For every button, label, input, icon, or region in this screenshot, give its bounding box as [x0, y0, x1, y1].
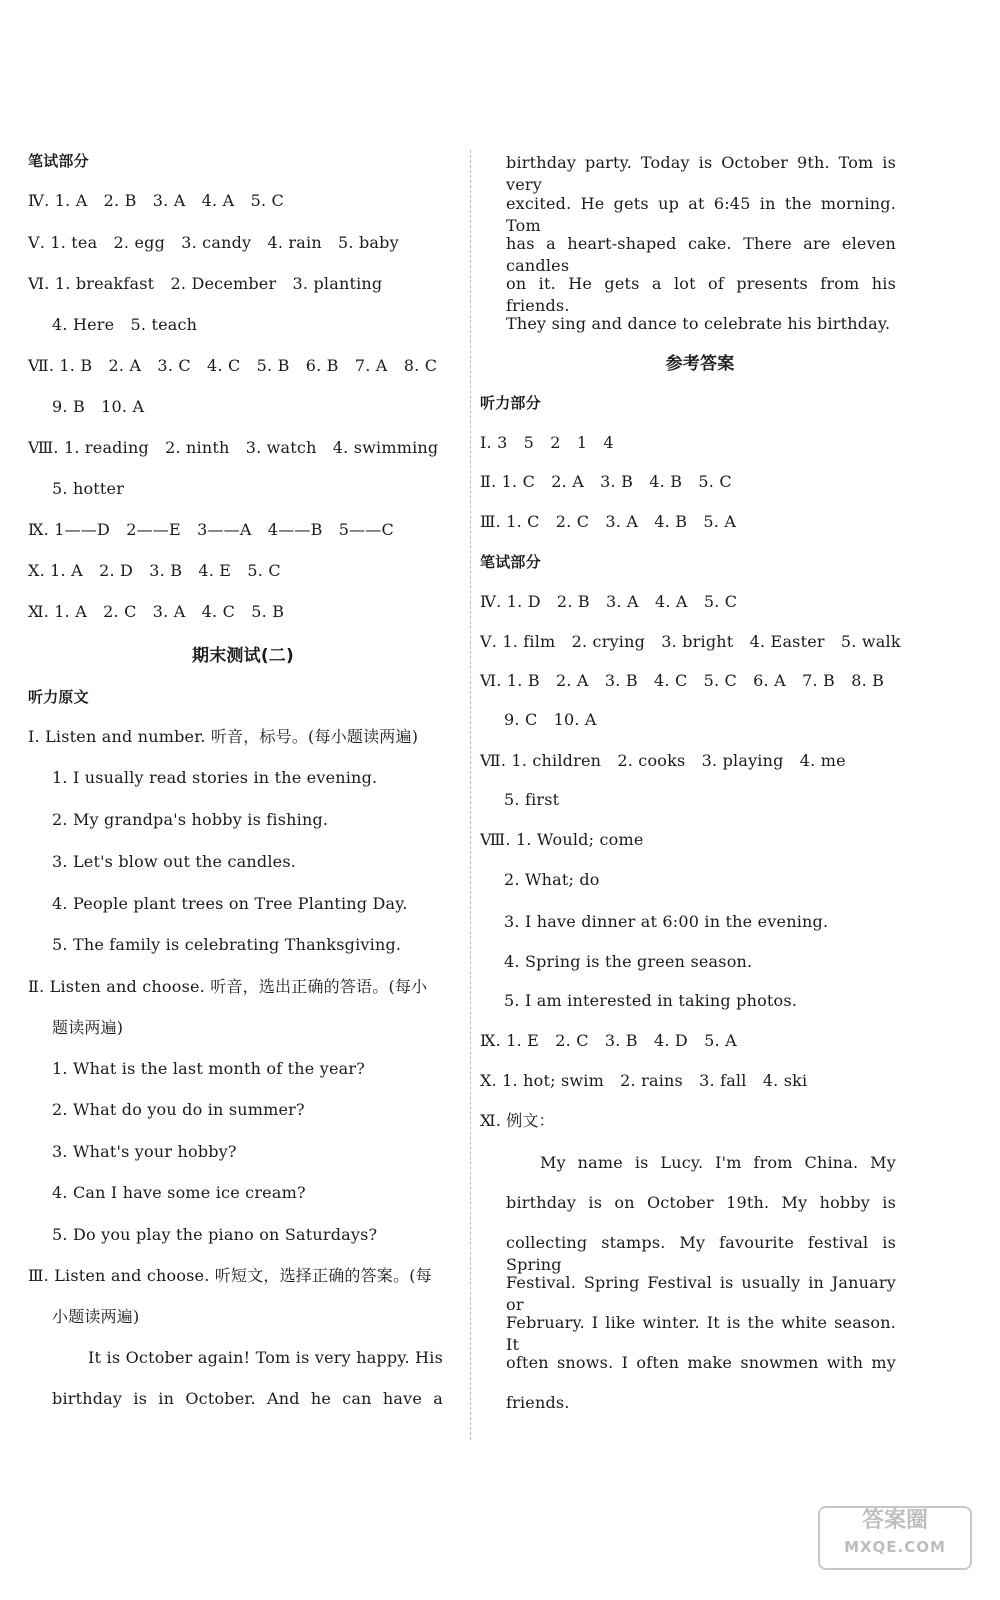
section-heading-listening: 听力部分: [480, 394, 541, 412]
answer-line-viii-item: 5. I am interested in taking photos.: [504, 991, 798, 1010]
watermark-bottom-text: MXQE.COM: [844, 1538, 946, 1556]
script-ii-item: 2. What do you do in summer?: [52, 1100, 305, 1119]
section-heading-written: 笔试部分: [28, 152, 89, 170]
answer-line-iv: Ⅳ. 1. A 2. B 3. A 4. A 5. C: [28, 191, 284, 210]
test-title: 期末测试(二): [192, 646, 294, 666]
column-divider: [470, 150, 471, 1440]
site-watermark-logo: [818, 1506, 972, 1570]
script-i-item: 2. My grandpa's hobby is fishing.: [52, 810, 329, 829]
answer-line-iv: Ⅳ. 1. D 2. B 3. A 4. A 5. C: [480, 592, 738, 611]
script-i-item: 5. The family is celebrating Thanksgiving.: [52, 935, 402, 954]
answer-line-ix: Ⅸ. 1. E 2. C 3. B 4. D 5. A: [480, 1031, 737, 1050]
answer-line-vii: Ⅶ. 1. B 2. A 3. C 4. C 5. B 6. B 7. A 8. C: [28, 356, 438, 375]
script-iii-passage: It is October again! Tom is very happy. His: [88, 1348, 443, 1367]
passage-line: on it. He gets a lot of presents from his friends.: [506, 274, 896, 315]
essay-line: collecting stamps. My favourite festival is Spring: [506, 1233, 896, 1274]
answer-line-viii-item: 3. I have dinner at 6:00 in the evening.: [504, 912, 829, 931]
script-ii-item: 5. Do you play the piano on Saturdays?: [52, 1225, 378, 1244]
answer-line-vii: Ⅶ. 1. children 2. cooks 3. playing 4. me: [480, 751, 846, 770]
script-ii-item: 4. Can I have some ice cream?: [52, 1183, 306, 1202]
essay-line: friends.: [506, 1393, 570, 1412]
script-iii-passage: birthday is in October. And he can have a: [52, 1389, 443, 1408]
answer-line-v: Ⅴ. 1. tea 2. egg 3. candy 4. rain 5. baby: [28, 233, 399, 252]
script-ii-title: Ⅱ. Listen and choose. 听音，选出正确的答语。(每小: [28, 977, 428, 996]
passage-line: excited. He gets up at 6:45 in the morning. Tom: [506, 194, 896, 235]
script-iii-title-cont: 小题读两遍): [52, 1307, 140, 1326]
script-ii-item: 1. What is the last month of the year?: [52, 1059, 365, 1078]
script-ii-title-cont: 题读两遍): [52, 1018, 124, 1037]
script-i-title: Ⅰ. Listen and number. 听音，标号。(每小题读两遍): [28, 727, 419, 746]
answer-line-x: Ⅹ. 1. A 2. D 3. B 4. E 5. C: [28, 561, 281, 580]
answers-heading: 参考答案: [665, 354, 735, 374]
essay-line: Festival. Spring Festival is usually in January or: [506, 1273, 896, 1314]
script-i-item: 1. I usually read stories in the evening.: [52, 768, 378, 787]
essay-line: birthday is on October 19th. My hobby is: [506, 1193, 896, 1212]
answer-line-ii: Ⅱ. 1. C 2. A 3. B 4. B 5. C: [480, 472, 732, 491]
script-i-item: 4. People plant trees on Tree Planting Day.: [52, 894, 408, 913]
answer-line-x: Ⅹ. 1. hot; swim 2. rains 3. fall 4. ski: [480, 1071, 808, 1090]
answer-line-viii-item: 2. What; do: [504, 870, 600, 889]
answer-line-viii: Ⅷ. 1. reading 2. ninth 3. watch 4. swimming: [28, 438, 439, 457]
answer-line-i: Ⅰ. 3 5 2 1 4: [480, 433, 614, 452]
answer-line-viii-cont: 5. hotter: [52, 479, 125, 498]
answer-line-vi: Ⅵ. 1. breakfast 2. December 3. planting: [28, 274, 383, 293]
script-ii-item: 3. What's your hobby?: [52, 1142, 237, 1161]
answer-line-xi: Ⅺ. 例文：: [480, 1111, 555, 1130]
answer-line-vii-cont: 9. B 10. A: [52, 397, 145, 416]
answer-line-vii-cont: 5. first: [504, 790, 560, 809]
script-i-item: 3. Let's blow out the candles.: [52, 852, 297, 871]
answer-line-iii: Ⅲ. 1. C 2. C 3. A 4. B 5. A: [480, 512, 737, 531]
answer-line-vi-cont: 9. C 10. A: [504, 710, 597, 729]
answer-line-v: Ⅴ. 1. film 2. crying 3. bright 4. Easter 5. walk: [480, 632, 901, 651]
passage-line: They sing and dance to celebrate his birthday.: [506, 314, 891, 333]
passage-line: birthday party. Today is October 9th. Tom is very: [506, 153, 896, 194]
answer-line-vi-cont: 4. Here 5. teach: [52, 315, 198, 334]
passage-line: has a heart-shaped cake. There are eleven candles: [506, 234, 896, 275]
answer-line-viii-item: 4. Spring is the green season.: [504, 952, 753, 971]
script-iii-title: Ⅲ. Listen and choose. 听短文，选择正确的答案。(每: [28, 1266, 432, 1285]
section-heading-written: 笔试部分: [480, 553, 541, 571]
section-heading-script: 听力原文: [28, 688, 89, 706]
answer-line-vi: Ⅵ. 1. B 2. A 3. B 4. C 5. C 6. A 7. B 8. B: [480, 671, 885, 690]
essay-line: often snows. I often make snowmen with my: [506, 1353, 896, 1372]
essay-line: My name is Lucy. I'm from China. My: [540, 1153, 896, 1172]
watermark-top-text: 答案圈: [861, 1508, 928, 1533]
essay-line: February. I like winter. It is the white season. It: [506, 1313, 896, 1354]
answer-line-xi: Ⅺ. 1. A 2. C 3. A 4. C 5. B: [28, 602, 285, 621]
answer-line-ix: Ⅸ. 1——D 2——E 3——A 4——B 5——C: [28, 520, 394, 539]
answer-line-viii: Ⅷ. 1. Would; come: [480, 830, 644, 849]
